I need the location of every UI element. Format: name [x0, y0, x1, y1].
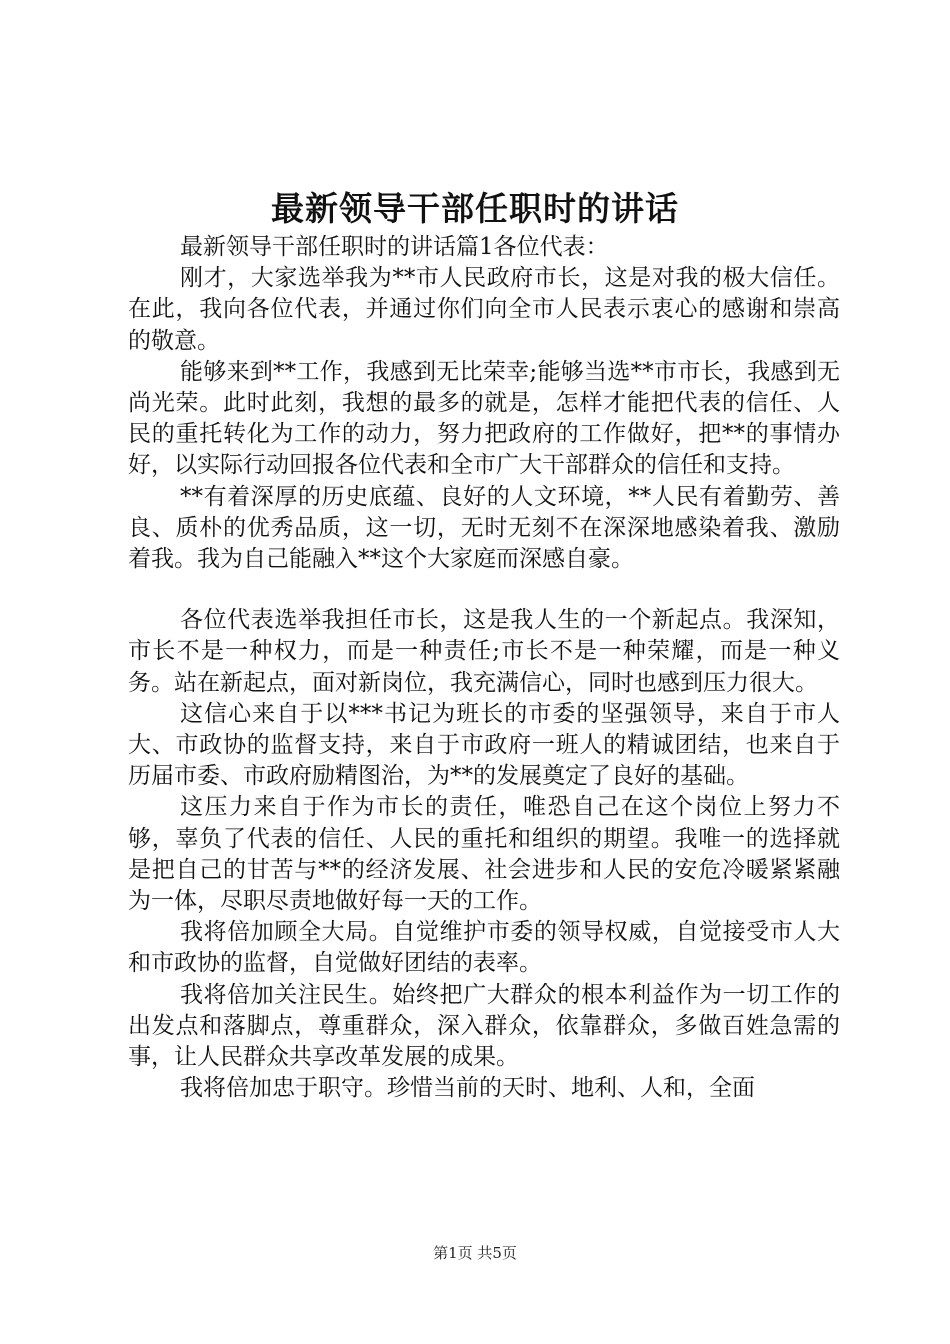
paragraph-intro: 最新领导干部任职时的讲话篇1各位代表： — [180, 234, 609, 260]
document-title: 最新领导干部任职时的讲话 — [271, 189, 679, 228]
paragraph: 刚才，大家选举我为**市人民政府市长，这是对我的极大信任。在此，我向各位代表，并通过你们向全市人民表示衷心的感谢和崇高的敬意。 — [128, 265, 840, 354]
paragraph: 这压力来自于作为市长的责任，唯恐自己在这个岗位上努力不够，辜负了代表的信任、人民的重托和组织的期望。我唯一的选择就是把自己的甘苦与**的经济发展、社会进步和人民的安危冷暖紧紧融为一体，尽职尽责地做好每一天的工作。 — [128, 794, 840, 915]
document-body — [128, 232, 840, 1104]
page-footer: 第1页 共5页 — [433, 1244, 517, 1262]
paragraph: **有着深厚的历史底蕴、良好的人文环境，**人民有着勤劳、善良、质朴的优秀品质，这一切，无时无刻不在深深地感染着我、激励着我。我为自己能融入**这个大家庭而深感自豪。 — [128, 483, 840, 573]
paragraph: 我将倍加忠于职守。珍惜当前的天时、地利、人和，全面 — [180, 1075, 755, 1102]
paragraph: 我将倍加顾全大局。自觉维护市委的领导权威，自觉接受市人大和市政协的监督，自觉做好团结的表率。 — [128, 919, 840, 977]
paragraph: 这信心来自于以***书记为班长的市委的坚强领导，来自于市人大、市政协的监督支持，来自于市政府一班人的精诚团结，也来自于历届市委、市政府励精图治，为**的发展奠定了良好的基础。 — [128, 700, 840, 790]
paragraph: 能够来到**工作，我感到无比荣幸;能够当选**市市长，我感到无尚光荣。此时此刻，我想的最多的就是，怎样才能把代表的信任、人民的重托转化为工作的动力，努力把政府的工作做好，把**的事情办好，以实际行动回报各位代表和全市广大干部群众的信任和支持。 — [128, 358, 840, 479]
paragraph: 我将倍加关注民生。始终把广大群众的根本利益作为一切工作的出发点和落脚点，尊重群众，深入群众，依靠群众，多做百姓急需的事，让人民群众共享改革发展的成果。 — [128, 981, 840, 1071]
paragraph: 各位代表选举我担任市长，这是我人生的一个新起点。我深知，市长不是一种权力，而是一种责任;市长不是一种荣耀，而是一种义务。站在新起点，面对新岗位，我充满信心，同时也感到压力很大。 — [128, 607, 840, 696]
